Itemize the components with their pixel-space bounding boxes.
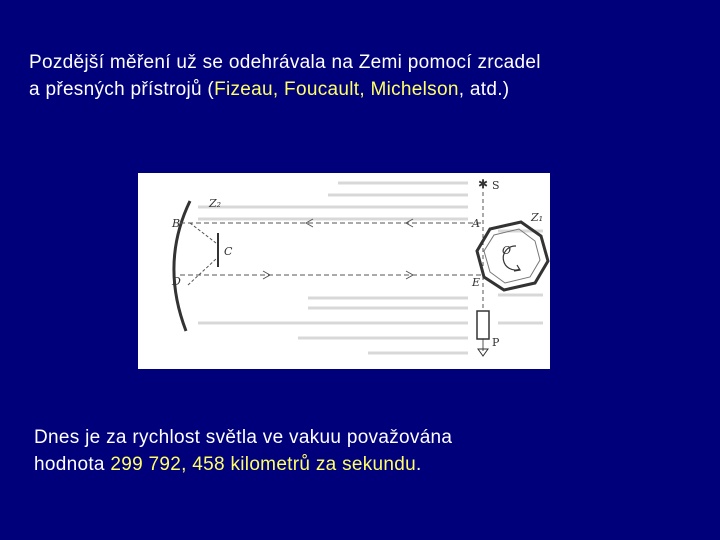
speed-of-light-value: 299 792, 458 kilometrů za sekundu: [110, 454, 417, 475]
intro-line-2-start: a přesných přístrojů (: [29, 79, 215, 100]
label-z1: Z₁: [531, 211, 544, 224]
label-e: E: [472, 276, 481, 289]
scientist-names: Fizeau, Foucault, Michelson: [214, 79, 459, 100]
source-star-icon: ✱: [477, 177, 489, 191]
telescope-tube: [477, 311, 489, 339]
label-o: O: [502, 244, 512, 257]
conclusion-line-2-start: hodnota: [34, 454, 111, 475]
conclusion-text: [34, 424, 674, 478]
apparatus-svg: [138, 173, 550, 369]
conclusion-line-2: [34, 451, 674, 478]
label-s: S: [492, 179, 500, 192]
label-a: A: [472, 217, 480, 230]
rotating-mirror-inner: [484, 229, 540, 283]
intro-line-2: [29, 76, 709, 103]
label-z2: Z₂: [209, 197, 222, 210]
label-c: C: [224, 245, 233, 258]
conclusion-line-1: Dnes je za rychlost světla ve vakuu považována: [34, 427, 453, 448]
label-b: B: [172, 217, 181, 230]
intro-line-2-end: , atd.): [458, 79, 510, 100]
apparatus-diagram: [138, 173, 550, 369]
ray-d-c: [188, 259, 216, 285]
ray-b-c: [190, 223, 216, 243]
scan-texture: [198, 183, 543, 353]
intro-line-1: Pozdější měření už se odehrávala na Zemi pomocí zrcadel: [29, 52, 541, 73]
intro-text: [29, 49, 709, 103]
conclusion-line-2-end: .: [416, 454, 422, 475]
label-d: D: [172, 275, 181, 288]
label-p: P: [492, 336, 500, 349]
